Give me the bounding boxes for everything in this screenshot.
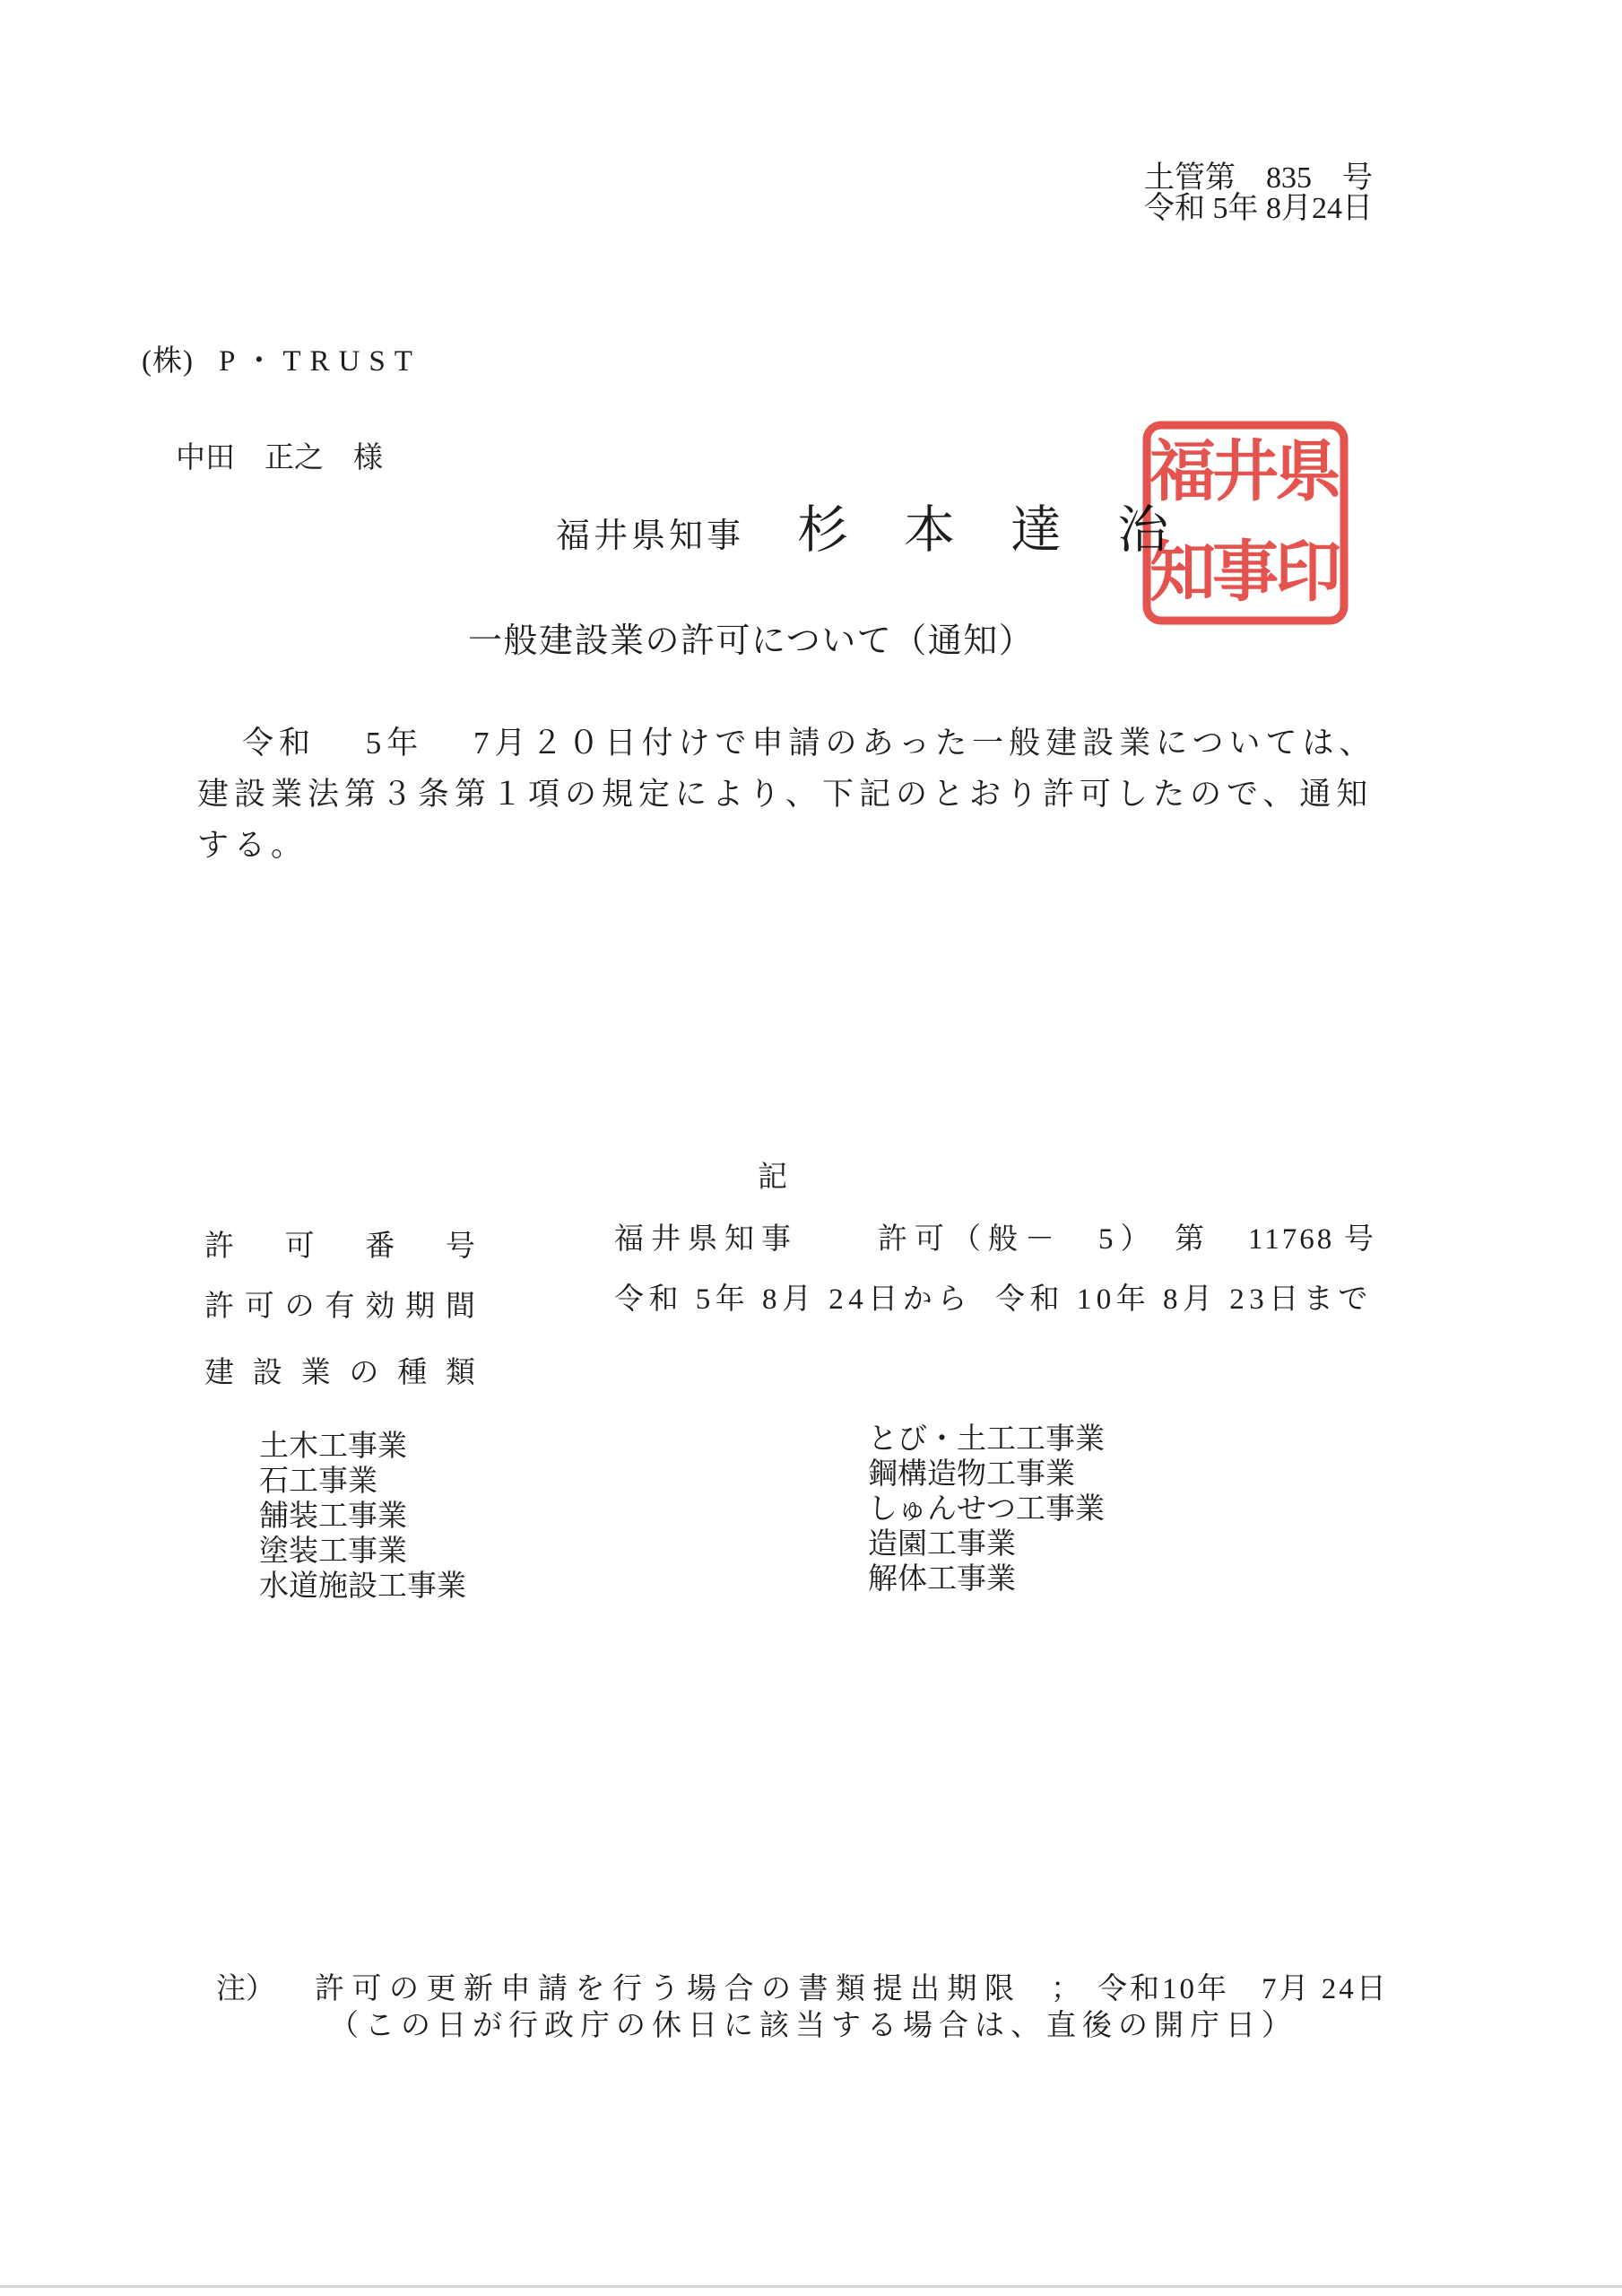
permit-number-value: 11768 [1248, 1223, 1335, 1256]
label-character: 番 [365, 1231, 395, 1263]
label-character: 期 [405, 1291, 436, 1323]
label-character: 種 [397, 1357, 428, 1389]
business-types-label [204, 1359, 475, 1388]
seal-char: 福 [1149, 433, 1216, 510]
list-item: 造園工事業 [868, 1528, 1016, 1561]
label-character: 設 [252, 1357, 282, 1389]
seal-char: 県 [1275, 433, 1341, 510]
seal-char: 知 [1149, 534, 1216, 611]
list-item: 石工事業 [259, 1465, 377, 1498]
renewal-deadline: 令和10年 7月 24日 [1097, 1973, 1389, 2005]
note-detail: （この日が行政庁の休日に該当する場合は、直後の開庁日） [329, 2010, 1297, 2042]
body-line: する。 [197, 828, 308, 863]
recipient-person: 中田 正之 様 [176, 442, 383, 474]
recipient-company-type: (株) [142, 345, 194, 378]
list-item: 塗装工事業 [259, 1535, 407, 1568]
permit-number-prefix: 第 [1175, 1223, 1204, 1256]
permit-type: 許可（般－ 5） [878, 1223, 1158, 1256]
official-seal [1141, 420, 1349, 626]
label-character: 可 [284, 1231, 315, 1263]
scan-edge-line [0, 2285, 1622, 2288]
note-marker: 注） [216, 1973, 275, 2005]
label-character: 有 [325, 1291, 355, 1323]
list-item: 舗装工事業 [259, 1500, 407, 1533]
business-types-right-list [868, 1422, 1105, 1597]
recipient-company-name: P・TRUST [219, 345, 421, 378]
business-types-left-list [259, 1430, 466, 1605]
seal-char: 事 [1212, 534, 1279, 611]
label-character: 効 [365, 1291, 395, 1323]
permit-number-suffix: 号 [1344, 1223, 1374, 1256]
list-item: 解体工事業 [868, 1563, 1016, 1596]
document-subject: 一般建設業の許可について（通知） [468, 622, 1035, 660]
label-character: 類 [445, 1357, 475, 1389]
seal-char: 印 [1275, 534, 1341, 611]
label-character: 建 [204, 1357, 234, 1389]
sender-title: 福井県知事 [556, 517, 745, 555]
label-character: の [349, 1357, 379, 1389]
list-item: 水道施設工事業 [259, 1570, 466, 1603]
list-item: しゅんせつ工事業 [868, 1493, 1105, 1526]
permit-authority: 福井県知事 [614, 1223, 798, 1256]
seal-char: 井 [1212, 433, 1279, 510]
label-character: 許 [204, 1231, 234, 1263]
validity-from: 令和 5年 8月 24日から [614, 1283, 972, 1316]
label-character: 可 [244, 1291, 274, 1323]
label-character: 業 [300, 1357, 331, 1389]
label-character: 間 [445, 1291, 475, 1323]
document-number: 土管第 835 号 [1144, 161, 1373, 195]
body-line: 建設業法第３条第１項の規定により、下記のとおり許可したので、通知 [197, 777, 1374, 812]
note-text: 許可の更新申請を行う場合の書類提出期限 [315, 1973, 1022, 2005]
label-character: 号 [445, 1231, 475, 1263]
list-item: 鋼構造物工事業 [868, 1458, 1075, 1491]
issue-date: 令和 5年 8月24日 [1144, 192, 1373, 225]
record-heading: 記 [758, 1161, 787, 1194]
body-line: 令和 5年 7月２０日付けで申請のあった一般建設業については、 [242, 726, 1376, 761]
note-separator: ； [1051, 1973, 1080, 2005]
validity-to: 令和 10年 8月 23日まで [995, 1283, 1373, 1316]
validity-label [204, 1292, 475, 1322]
label-character: の [284, 1291, 315, 1323]
list-item: 土木工事業 [259, 1431, 407, 1463]
list-item: とび・土工工事業 [868, 1423, 1105, 1456]
sender-name: 杉 本 達 治 [797, 502, 1171, 559]
label-character: 許 [204, 1291, 234, 1323]
permit-number-label [204, 1232, 475, 1262]
